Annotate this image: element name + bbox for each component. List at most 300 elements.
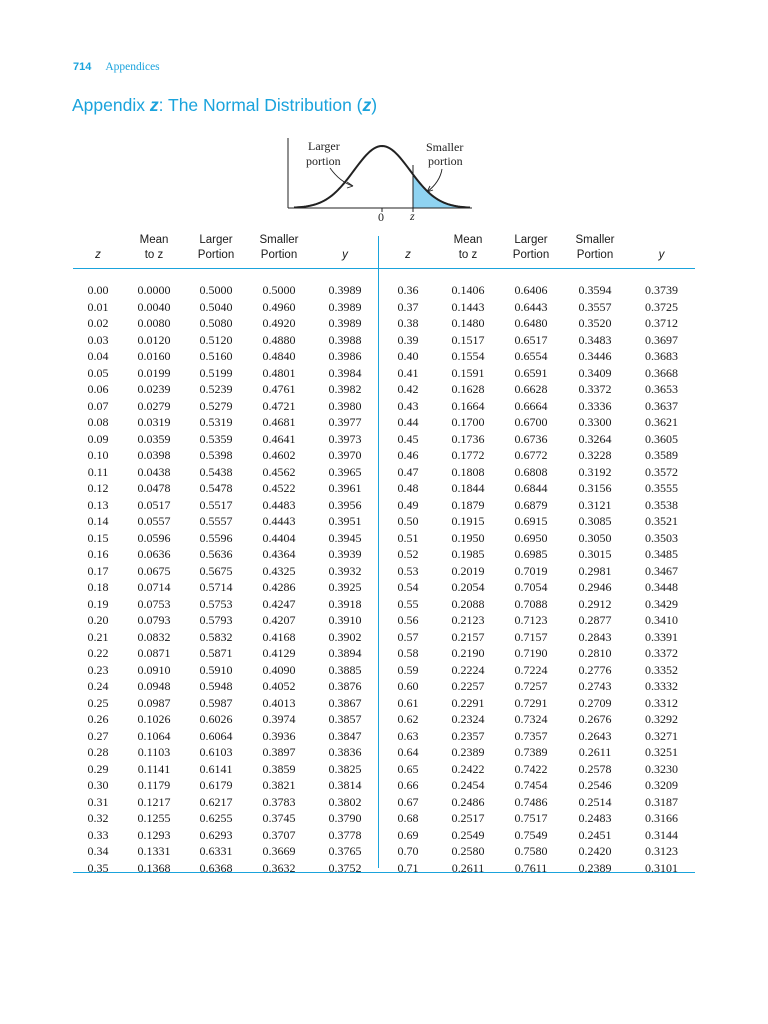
table-cell: 0.5948 [199,679,233,693]
table-cell: 0.3668 [645,365,678,380]
table-cell: 0.3885 [328,662,362,677]
table-cell: 0.3594 [578,283,612,297]
table-cell: 0.06 [87,382,109,396]
table-cell: 0.3632 [262,860,296,875]
table-cell: 0.18 [87,580,109,594]
table-cell: 0.4286 [262,580,296,594]
larger-label-line2: portion [306,154,341,168]
header-row [379,233,696,273]
table-cell: 0.3932 [328,563,362,578]
table-cell: 0.6879 [514,497,548,512]
table-cell: 0.5359 [199,431,233,446]
table-cell: 0.1517 [451,332,485,347]
table-cell: 0.7357 [514,728,548,743]
table-cell: 0.3859 [262,761,296,776]
table-cell: 0.4681 [262,415,296,429]
table-cell: 0.3121 [578,497,612,512]
table-row [73,497,379,514]
table-cell: 0.4090 [262,662,296,677]
table-cell: 0.51 [397,530,419,545]
table-row [73,431,379,448]
table-cell: 0.2743 [578,679,612,693]
table-cell: 0.3973 [328,431,362,446]
table-cell: 0.2157 [451,629,485,644]
table-cell: 0.2580 [451,844,485,858]
table-cell: 0.3448 [645,580,678,594]
table-cell: 0.31 [87,794,109,809]
table-row [379,447,696,464]
table-cell: 0.0987 [137,695,171,710]
table-cell: 0.3372 [578,382,612,396]
table-cell: 0.27 [87,728,109,743]
table-cell: 0.69 [397,827,419,842]
table-cell: 0.4840 [262,349,296,363]
table-row [73,332,379,349]
table-cell: 0.65 [397,761,419,776]
table-cell: 0.66 [397,778,419,792]
table-body-right [379,273,696,876]
table-cell: 0.45 [397,431,419,446]
table-cell: 0.6736 [514,431,548,446]
axis-zero-label: 0 [378,210,384,224]
table-cell: 0.4641 [262,431,296,446]
table-cell: 0.3352 [645,662,678,677]
table-cell: 0.24 [87,679,109,693]
table-cell: 0.1141 [137,761,171,776]
table-cell: 0.0080 [137,316,171,330]
page-title [72,95,377,116]
table-cell: 0.7291 [514,695,548,710]
table-cell: 0.3621 [645,415,678,429]
table-cell: 0.2776 [578,662,612,677]
table-cell: 0.2709 [578,695,612,710]
table-row [379,480,696,497]
smaller-label-line2: portion [428,154,463,168]
z-table-left [73,233,379,876]
table-row [379,678,696,695]
table-cell: 0.2420 [578,844,612,858]
table-cell: 0.40 [397,349,419,363]
table-cell: 0.7517 [514,811,548,825]
table-row [379,332,696,349]
table-cell: 0.3980 [328,398,362,413]
table-cell: 0.35 [87,860,109,875]
table-cell: 0.1554 [451,349,485,363]
table-cell: 0.19 [87,596,109,611]
table-cell: 0.25 [87,695,109,710]
table-cell: 0.6064 [199,728,233,743]
table-cell: 0.5675 [199,563,233,578]
table-row [73,728,379,745]
table-cell: 0.7019 [514,563,548,578]
table-cell: 0.1915 [451,514,485,528]
table-cell: 0.3802 [328,794,362,809]
table-row [73,777,379,794]
table-cell: 0.61 [397,695,419,710]
table-cell: 0.4168 [262,629,296,644]
table-cell: 0.3085 [578,514,612,528]
table-cell: 0.52 [397,547,419,561]
table-row [73,678,379,695]
table-cell: 0.3192 [578,464,612,479]
table-cell: 0.3745 [262,811,296,825]
table-cell: 0.1255 [137,811,171,825]
table-cell: 0.5438 [199,464,233,479]
table-cell: 0.5478 [199,481,233,495]
table-row [379,381,696,398]
header-y: y [342,249,348,261]
table-cell: 0.09 [87,431,109,446]
header-y: y [658,249,665,261]
table-row [379,612,696,629]
table-cell: 0.2810 [578,646,612,660]
table-cell: 0.3867 [328,695,362,710]
table-cell: 0.2946 [578,580,612,594]
table-row [73,695,379,712]
table-cell: 0.59 [397,662,419,677]
table-row [379,497,696,514]
table-cell: 0.2546 [578,778,612,792]
table-cell: 0.0438 [137,464,171,479]
header-rule [73,268,695,269]
table-cell: 0.2514 [578,794,612,809]
table-row [73,398,379,415]
table-cell: 0.2019 [451,563,485,578]
table-row [73,794,379,811]
normal-curve-svg [280,134,480,224]
table-cell: 0.7389 [514,745,548,759]
table-cell: 0.0398 [137,448,171,462]
table-row [379,827,696,844]
table-cell: 0.5199 [199,365,233,380]
table-cell: 0.70 [397,844,419,858]
table-cell: 0.6808 [514,464,548,479]
table-row [379,273,696,299]
table-cell: 0.5910 [199,662,233,677]
table-cell: 0.1179 [137,778,171,792]
table-row [73,579,379,596]
table-cell: 0.71 [397,860,419,875]
table-cell: 0.7486 [514,794,548,809]
table-row [73,530,379,547]
table-cell: 0.6844 [514,481,548,495]
table-row [379,777,696,794]
table-cell: 0.5832 [199,629,233,644]
table-cell: 0.4052 [262,679,296,693]
table-row [73,273,379,299]
table-cell: 0.2483 [578,811,612,825]
table-cell: 0.00 [87,283,109,297]
table-cell: 0.55 [397,596,419,611]
table-cell: 0.1368 [137,860,171,875]
table-cell: 0.3589 [645,448,678,462]
table-cell: 0.10 [87,448,109,462]
table-cell: 0.3783 [262,794,296,809]
table-cell: 0.16 [87,547,109,561]
table-cell: 0.64 [397,745,419,759]
table-cell: 0.11 [87,464,109,479]
table-cell: 0.1480 [451,316,485,330]
header-mean-to-z: Mean to z [453,234,483,261]
table-cell: 0.4364 [262,547,296,561]
table-cell: 0.3605 [645,431,678,446]
table-cell: 0.30 [87,778,109,792]
table-cell: 0.3409 [578,365,612,380]
table-row [379,398,696,415]
table-row [73,860,379,877]
table-cell: 0.3015 [578,547,612,561]
table-cell: 0.3965 [328,464,362,479]
table-cell: 0.3989 [328,283,362,297]
table-cell: 0.6700 [514,415,548,429]
table-cell: 0.3410 [645,613,678,627]
table-cell: 0.3986 [328,349,362,363]
table-cell: 0.3292 [645,712,678,726]
table-cell: 0.2451 [578,827,612,842]
table-cell: 0.3372 [645,646,678,660]
table-cell: 0.54 [397,580,419,594]
table-cell: 0.1950 [451,530,485,545]
table-cell: 0.3902 [328,629,362,644]
table-cell: 0.3521 [645,514,678,528]
table-row [73,365,379,382]
larger-label-line1: Larger [308,139,340,153]
table-cell: 0.2088 [451,596,485,611]
table-cell: 0.3918 [328,596,362,611]
table-row [379,629,696,646]
table-cell: 0.3989 [328,316,362,330]
table-cell: 0.3485 [645,547,678,561]
table-cell: 0.4522 [262,481,296,495]
table-cell: 0.39 [397,332,419,347]
table-cell: 0.3653 [645,382,678,396]
table-body-left [73,273,379,876]
table-cell: 0.36 [397,283,419,297]
table-cell: 0.3050 [578,530,612,545]
table-cell: 0.5398 [199,448,233,462]
table-cell: 0.23 [87,662,109,677]
table-cell: 0.0120 [137,332,171,347]
table-cell: 0.50 [397,514,419,528]
title-suffix: ) [371,95,378,115]
table-cell: 0.7123 [514,613,548,627]
table-cell: 0.6179 [199,778,233,792]
table-row [73,596,379,613]
table-cell: 0.42 [397,382,419,396]
table-cell: 0.5000 [199,283,233,297]
table-cell: 0.5596 [199,530,233,545]
table-cell: 0.2912 [578,596,612,611]
table-cell: 0.56 [397,613,419,627]
table-cell: 0.6255 [199,811,233,825]
table-cell: 0.7157 [514,629,548,644]
table-cell: 0.6480 [514,316,548,330]
table-cell: 0.2389 [451,745,485,759]
title-middle: : The Normal Distribution ( [158,95,363,115]
table-cell: 0.3989 [328,299,362,314]
table-cell: 0.6406 [514,283,548,297]
table-row [73,629,379,646]
header-row [73,233,379,273]
table-row [73,744,379,761]
table-row [379,348,696,365]
table-cell: 0.58 [397,646,419,660]
smaller-label-line1: Smaller [426,140,464,154]
table-cell: 0.2486 [451,794,485,809]
table-cell: 0.3332 [645,679,678,693]
table-cell: 0.3970 [328,448,362,462]
header-larger-portion: Larger Portion [197,234,235,261]
table-cell: 0.04 [87,349,109,363]
z-table-right [379,233,696,876]
table-cell: 0.1293 [137,827,171,842]
table-cell: 0.6664 [514,398,548,413]
table-row [379,530,696,547]
table-cell: 0.49 [397,497,419,512]
table-cell: 0.48 [397,481,419,495]
table-cell: 0.60 [397,679,419,693]
table-cell: 0.17 [87,563,109,578]
table-cell: 0.3391 [645,629,678,644]
table-row [73,546,379,563]
normal-curve-figure [280,134,480,229]
table-cell: 0.28 [87,745,109,759]
table-cell: 0.7224 [514,662,548,677]
table-row [73,447,379,464]
table-cell: 0.0910 [137,662,171,677]
table-row [379,711,696,728]
header-smaller-portion: Smaller Portion [575,234,615,261]
table-cell: 0.2676 [578,712,612,726]
table-cell: 0.3956 [328,497,362,512]
table-cell: 0.3984 [328,365,362,380]
table-row [379,662,696,679]
table-cell: 0.46 [397,448,419,462]
table-row [379,695,696,712]
table-row [379,563,696,580]
table-cell: 0.6950 [514,530,548,545]
table-row [379,860,696,877]
table-cell: 0.6772 [514,448,548,462]
table-cell: 0.3429 [645,596,678,611]
table-cell: 0.3945 [328,530,362,545]
table-cell: 0.2877 [578,613,612,627]
table-cell: 0.2324 [451,712,485,726]
table-cell: 0.6368 [199,860,233,875]
table-cell: 0.3446 [578,349,612,363]
table-cell: 0.6331 [199,844,233,858]
table-cell: 0.0948 [137,679,171,693]
table-cell: 0.3836 [328,745,362,759]
table-row [379,744,696,761]
table-cell: 0.4960 [262,299,296,314]
table-cell: 0.6628 [514,382,548,396]
table-row [73,645,379,662]
table-cell: 0.6443 [514,299,548,314]
table-cell: 0.3251 [645,745,678,759]
table-row [73,513,379,530]
table-cell: 0.3725 [645,299,678,314]
table-cell: 0.0478 [137,481,171,495]
table-cell: 0.01 [87,299,109,314]
table-row [379,843,696,860]
table-row [73,612,379,629]
table-cell: 0.3123 [645,844,678,858]
table-cell: 0.4483 [262,497,296,512]
table-cell: 0.29 [87,761,109,776]
table-cell: 0.3637 [645,398,678,413]
table-row [379,794,696,811]
table-cell: 0.3847 [328,728,362,743]
table-cell: 0.2190 [451,646,485,660]
table-cell: 0.0199 [137,365,171,380]
table-cell: 0.3739 [645,283,678,297]
table-cell: 0.3936 [262,728,296,743]
table-cell: 0.2257 [451,679,485,693]
table-cell: 0.3910 [328,613,362,627]
table-cell: 0.1443 [451,299,485,314]
table-cell: 0.38 [397,316,419,330]
table-cell: 0.4761 [262,382,296,396]
table-cell: 0.03 [87,332,109,347]
table-cell: 0.1700 [451,415,485,429]
table-cell: 0.05 [87,365,109,380]
axis-z-label: z [410,209,415,223]
table-row [73,761,379,778]
smaller-arrow-icon [427,169,442,192]
table-cell: 0.4602 [262,448,296,462]
table-cell: 0.5239 [199,382,233,396]
table-cell: 0.2422 [451,761,485,776]
table-cell: 0.2643 [578,728,612,743]
table-cell: 0.2224 [451,662,485,677]
table-cell: 0.3876 [328,679,362,693]
table-cell: 0.0239 [137,382,171,396]
table-cell: 0.0675 [137,563,171,578]
table-cell: 0.3101 [645,860,678,875]
table-cell: 0.3520 [578,316,612,330]
table-cell: 0.0517 [137,497,171,512]
table-cell: 0.5160 [199,349,233,363]
table-row [73,480,379,497]
table-cell: 0.2611 [578,745,612,759]
table-cell: 0.0279 [137,398,171,413]
table-row [73,563,379,580]
table-cell: 0.5517 [199,497,233,512]
table-cell: 0.3669 [262,844,296,858]
table-cell: 0.0160 [137,349,171,363]
table-row [73,348,379,365]
table-cell: 0.57 [397,629,419,644]
table-cell: 0.6985 [514,547,548,561]
table-cell: 0.0040 [137,299,171,314]
table-cell: 0.3166 [645,811,678,825]
table-cell: 0.3144 [645,827,678,842]
table-cell: 0.5636 [199,547,233,561]
table-cell: 0.3752 [328,860,362,875]
table-cell: 0.1985 [451,547,485,561]
header-smaller-portion: Smaller Portion [259,234,299,261]
table-cell: 0.3765 [328,844,362,858]
table-cell: 0.1406 [451,283,485,297]
table-cell: 0.02 [87,316,109,330]
table-cell: 0.1628 [451,382,485,396]
table-cell: 0.7088 [514,596,548,611]
table-cell: 0.62 [397,712,419,726]
table-cell: 0.0753 [137,596,171,611]
table-row [379,761,696,778]
table-cell: 0.47 [397,464,419,479]
